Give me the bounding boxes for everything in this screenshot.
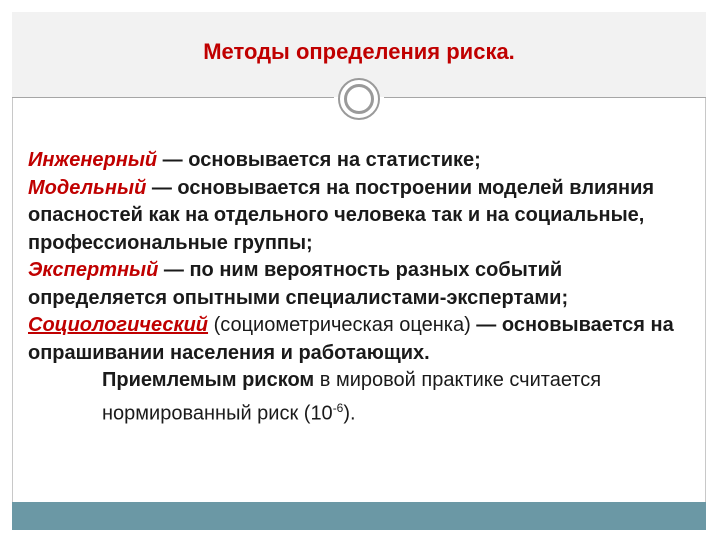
method-term: Социологический bbox=[28, 314, 209, 336]
method-description: — основывается на построении моделей влияния опасностей как на отдельного человека так и на социальные, профессиональные группы; bbox=[28, 176, 655, 254]
divider-left bbox=[12, 97, 334, 98]
method-term: Экспертный bbox=[28, 259, 159, 281]
acceptable-risk-paragraph bbox=[28, 367, 698, 428]
method-paragraph bbox=[28, 147, 698, 367]
method-term: Инженерный bbox=[28, 149, 158, 171]
method-description: — основывается на статистике; bbox=[157, 149, 481, 171]
method-description: — по ним вероятность разных событий определяется опытными специалистами-экспертами; bbox=[28, 259, 569, 309]
divider-right bbox=[384, 97, 706, 98]
acceptable-risk-term: Приемлемым риском bbox=[102, 369, 315, 391]
slide-title: Методы определения риска. bbox=[203, 39, 515, 64]
acceptable-risk-text-end: ). bbox=[343, 402, 356, 425]
slide-content bbox=[28, 147, 698, 428]
acceptable-risk-exponent: -6 bbox=[332, 400, 344, 415]
method-description: — основывается на опрашивании населения и работающих. bbox=[28, 314, 674, 364]
footer-bar bbox=[12, 502, 706, 530]
method-term: Модельный bbox=[28, 176, 147, 199]
ring-icon bbox=[338, 78, 380, 120]
method-description: (социометрическая оценка) bbox=[208, 314, 471, 336]
acceptable-risk-text: в мировой практике считается нормированный риск (10 bbox=[102, 369, 602, 425]
